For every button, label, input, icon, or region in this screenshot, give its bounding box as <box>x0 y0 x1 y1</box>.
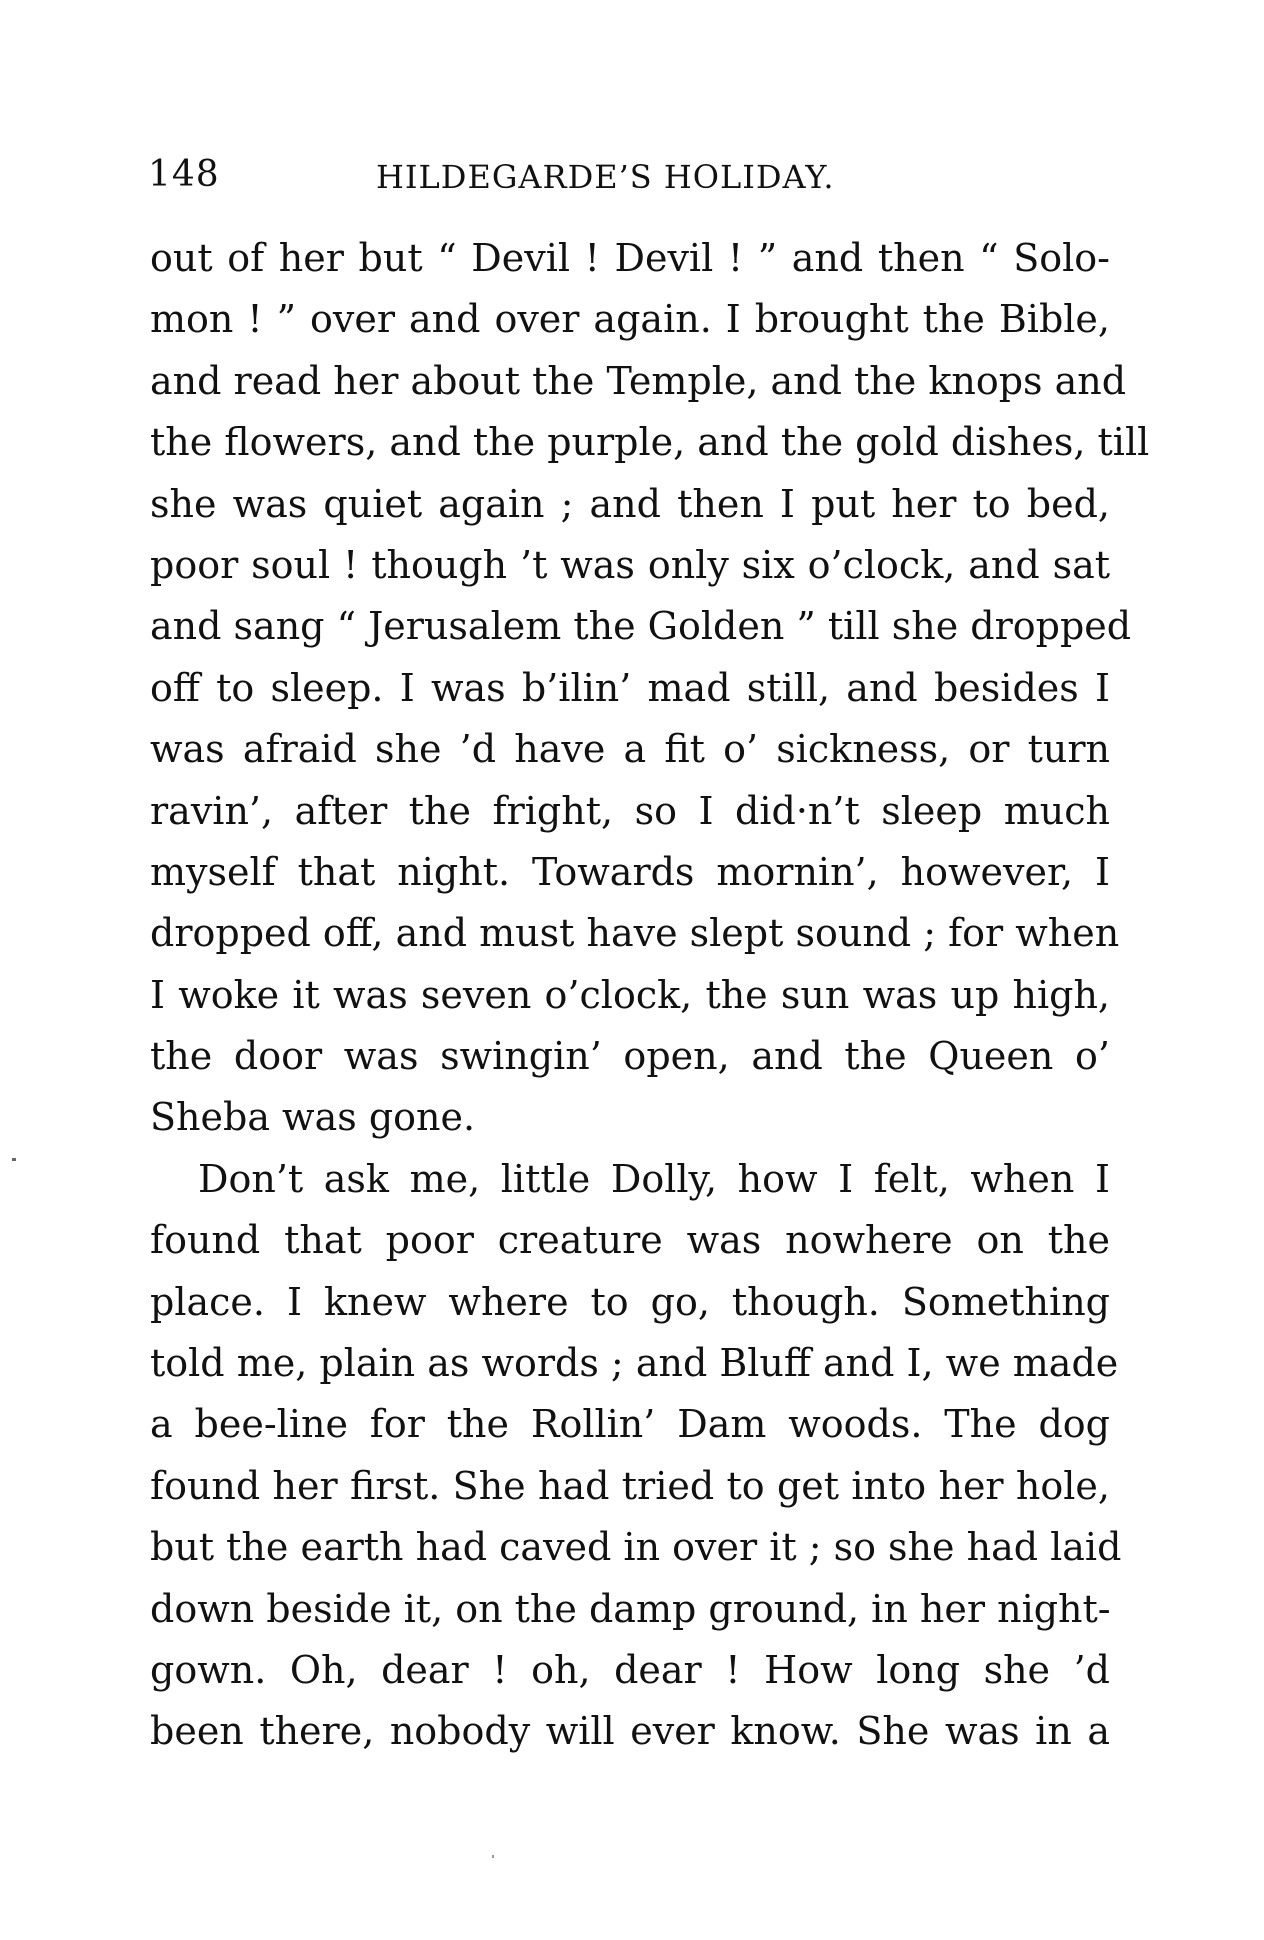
running-title: HILDEGARDE’S HOLIDAY. <box>376 158 835 196</box>
text-line: gown. Oh, dear ! oh, dear ! How long she ’d <box>150 1647 1110 1692</box>
text-line: place. I knew where to go, though. Something <box>150 1279 1110 1324</box>
text-line: ravin’, after the fright, so I did·n’t sleep much <box>150 788 1110 833</box>
paragraph-1 <box>150 228 1150 1149</box>
scan-speck <box>12 1158 16 1161</box>
text-line: myself that night. Towards mornin’, however, I <box>150 849 1110 894</box>
text-line: Don’t ask me, little Dolly, how I felt, when I <box>198 1156 1110 1201</box>
text-line: the flowers, and the purple, and the gold dishes, till <box>150 420 1150 465</box>
text-line: the door was swingin’ open, and the Queen o’ <box>150 1034 1110 1079</box>
text-line: was afraid she ’d have a fit o’ sickness, or turn <box>150 727 1110 772</box>
page-number: 148 <box>148 154 220 195</box>
text-line: down beside it, on the damp ground, in her night- <box>150 1586 1111 1631</box>
text-line: dropped off, and must have slept sound ; for when <box>150 911 1120 956</box>
scan-speck <box>492 1855 494 1858</box>
text-line: and read her about the Temple, and the knops and <box>150 358 1127 403</box>
text-line: found that poor creature was nowhere on the <box>150 1218 1110 1263</box>
body-text <box>150 228 1150 1763</box>
text-line: off to sleep. I was b’ilin’ mad still, and besides I <box>150 665 1110 710</box>
paragraph-2 <box>150 1149 1122 1763</box>
text-line: out of her but “ Devil ! Devil ! ” and then “ Solo- <box>150 236 1110 280</box>
page-header <box>148 154 1108 204</box>
text-line: I woke it was seven o’clock, the sun was up high, <box>150 972 1110 1017</box>
text-line: and sang “ Jerusalem the Golden ” till she dropped <box>150 604 1132 649</box>
text-line: found her first. She had tried to get into her hole, <box>150 1463 1110 1508</box>
text-line: poor soul ! though ’t was only six o’clock, and sat <box>150 542 1110 587</box>
text-line: been there, nobody will ever know. She was in a <box>150 1709 1110 1754</box>
text-line: she was quiet again ; and then I put her to bed, <box>150 481 1110 526</box>
text-line: a bee-line for the Rollin’ Dam woods. The dog <box>150 1402 1110 1447</box>
text-line: mon ! ” over and over again. I brought the Bible, <box>150 297 1110 342</box>
text-line: but the earth had caved in over it ; so she had laid <box>150 1525 1122 1570</box>
text-line: told me, plain as words ; and Bluff and I, we made <box>150 1341 1119 1386</box>
text-line: Sheba was gone. <box>150 1095 476 1140</box>
